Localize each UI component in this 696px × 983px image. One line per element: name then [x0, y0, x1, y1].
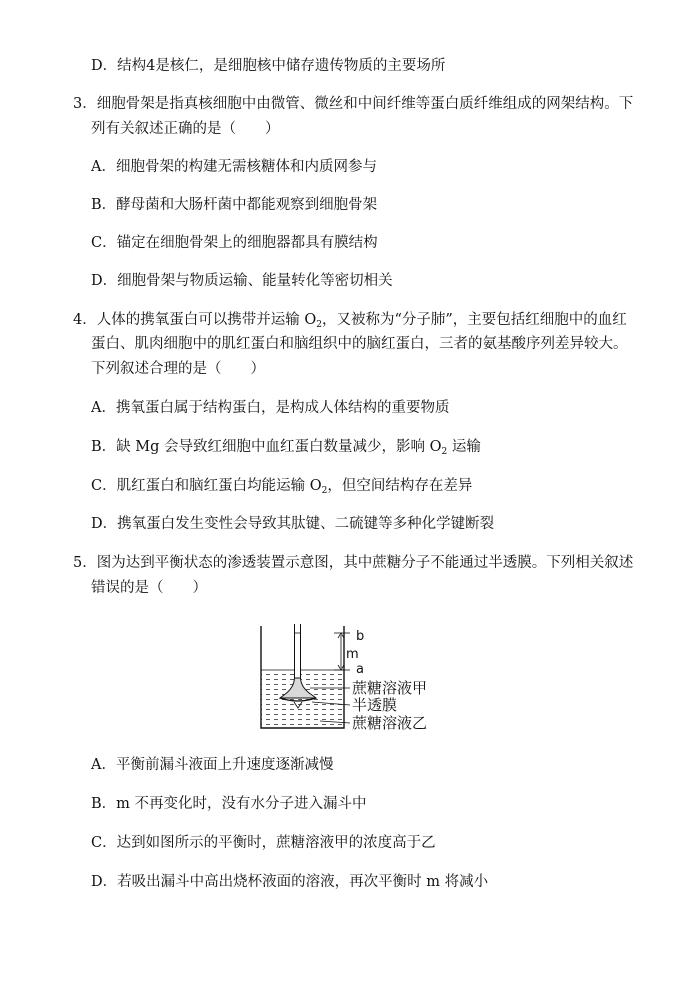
q5-stem-line1: 5．图为达到平衡状态的渗透装置示意图，其中蔗糖分子不能通过半透膜。下列相关叙述 [73, 555, 634, 571]
osmosis-apparatus-diagram [250, 622, 460, 737]
label-b: b [356, 629, 365, 644]
label-a: a [356, 662, 364, 677]
q3-option-c: C．锚定在细胞骨架上的细胞器都具有膜结构 [91, 235, 378, 251]
q4-stem-line1-text-b: ，又被称为“分子肺”，主要包括红细胞中的血红 [321, 312, 627, 328]
label-semipermeable-membrane: 半透膜 [352, 696, 398, 714]
q3-option-d: D．细胞骨架与物质运输、能量转化等密切相关 [91, 273, 393, 289]
q5-option-a: A．平衡前漏斗液面上升速度逐渐减慢 [91, 757, 334, 773]
q4-stem-line1-text-a: 4．人体的携氧蛋白可以携带并运输 O [73, 312, 317, 328]
funnel-tube-background [295, 632, 301, 684]
q4-stem-line3: 下列叙述合理的是（ ） [91, 361, 265, 377]
q4-option-b-subscript: 2 [441, 447, 448, 457]
label-sucrose-solution-a: 蔗糖溶液甲 [352, 679, 428, 697]
q4-stem-line2: 蛋白、肌肉细胞中的肌红蛋白和脑组织中的脑红蛋白，三者的氨基酸序列差异较大。 [91, 336, 628, 352]
q4-stem-line1-subscript: 2 [316, 320, 322, 330]
q4-option-b-text-a: B．缺 Mg 会导致红细胞中血红蛋白数量减少，影响 O [91, 439, 442, 455]
q4-option-b-text-b: 运输 [447, 439, 481, 455]
q5-option-d: D．若吸出漏斗中高出烧杯液面的溶液，再次平衡时 m 将减小 [91, 874, 489, 890]
q3-option-b: B．酵母菌和大肠杆菌中都能观察到细胞骨架 [91, 197, 378, 213]
q4-stem-line1 [73, 310, 627, 335]
q5-option-b: B．m 不再变化时，没有水分子进入漏斗中 [91, 796, 367, 812]
q5-option-c: C．达到如图所示的平衡时，蔗糖溶液甲的浓度高于乙 [91, 835, 436, 851]
q4-option-b [91, 437, 481, 462]
q3-stem-line1: 3．细胞骨架是指真核细胞中由微管、微丝和中间纤维等蛋白质纤维组成的网架结构。下 [73, 96, 634, 112]
q5-stem-line2: 错误的是（ ） [91, 580, 207, 596]
label-sucrose-solution-b: 蔗糖溶液乙 [352, 714, 428, 732]
q4-option-a: A．携氧蛋白属于结构蛋白，是构成人体结构的重要物质 [91, 400, 450, 416]
q4-option-d: D．携氧蛋白发生变性会导致其肽键、二硫键等多种化学键断裂 [91, 516, 495, 532]
q3-option-a: A．细胞骨架的构建无需核糖体和内质网参与 [91, 159, 377, 175]
q4-option-c-text-b: ，但空间结构存在差异 [327, 478, 473, 494]
q4-option-c-text-a: C．肌红蛋白和脑红蛋白均能运输 O [91, 478, 322, 494]
q3-stem-line2: 列有关叙述正确的是（ ） [91, 121, 280, 137]
prev-question-option-d: D．结构4是核仁，是细胞核中储存遗传物质的主要场所 [91, 58, 446, 74]
label-m: m [346, 647, 359, 662]
q4-option-c-subscript: 2 [321, 486, 328, 496]
q4-option-c [91, 476, 472, 501]
